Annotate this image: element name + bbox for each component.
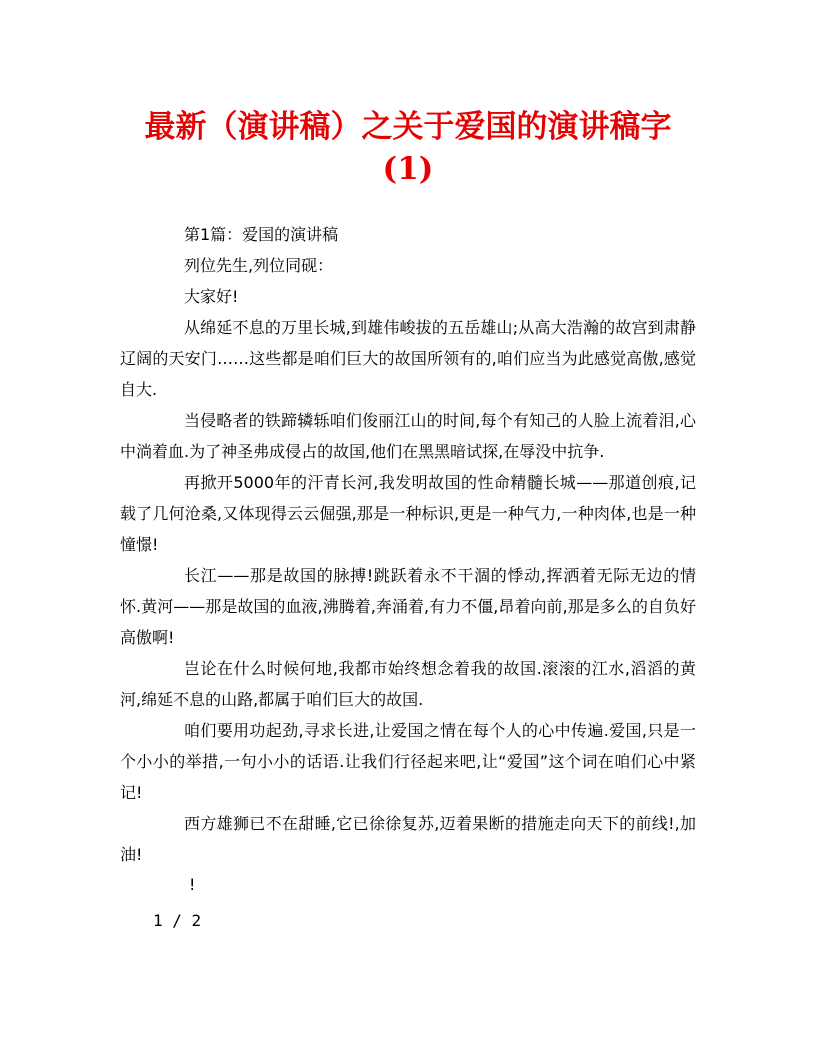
body-paragraph: 咱们要用功起劲,寻求长进,让爱国之情在每个人的心中传遍.爱国,只是一个小小的举措,一句小小的话语.让我们行径起来吧,让“爱国”这个词在咱们心中紧记! — [120, 721, 696, 802]
section-heading: 第1篇：爱国的演讲稿 — [184, 225, 339, 244]
greeting: 大家好! — [184, 287, 239, 306]
trailing-exclamation: ! — [189, 875, 196, 894]
body-paragraph: 从绵延不息的万里长城,到雄伟峻拔的五岳雄山;从高大浩瀚的故宫到肃静辽阔的天安门……这些都是咱们巨大的故国所领有的,咱们应当为此感觉高傲,感觉自大. — [120, 318, 696, 399]
body-paragraph: 长江——那是故国的脉搏!跳跃着永不干涸的悸动,挥洒着无际无边的情怀.黄河——那是故国的血液,沸腾着,奔涌着,有力不僵,昂着向前,那是多么的自负好高傲啊! — [120, 566, 696, 647]
body-paragraph: 岂论在什么时候何地,我都市始终想念着我的故国.滚滚的江水,滔滔的黄河,绵延不息的山路,都属于咱们巨大的故国. — [120, 659, 696, 709]
document-body — [120, 219, 696, 870]
salutation: 列位先生,列位同砚： — [184, 256, 334, 275]
body-paragraph: 再掀开5000年的汗青长河,我发明故国的性命精髓长城——那道创痕,记载了几何沧桑,又体现得云云倔强,那是一种标识,更是一种气力,一种肉体,也是一种憧憬! — [120, 473, 696, 554]
body-paragraph: 当侵略者的铁蹄辚轹咱们俊丽江山的时间,每个有知己的人脸上流着泪,心中淌着血.为了神圣弗成侵占的故国,他们在黑黑暗试探,在辱没中抗争. — [120, 411, 696, 461]
document-title: 最新（演讲稿）之关于爱国的演讲稿字 — [144, 109, 672, 145]
document-title-suffix: (1) — [382, 151, 434, 187]
body-paragraph: 西方雄狮已不在甜睡,它已徐徐复苏,迈着果断的措施走向天下的前线!,加油! — [120, 814, 696, 864]
page-number: 1 / 2 — [153, 911, 202, 930]
